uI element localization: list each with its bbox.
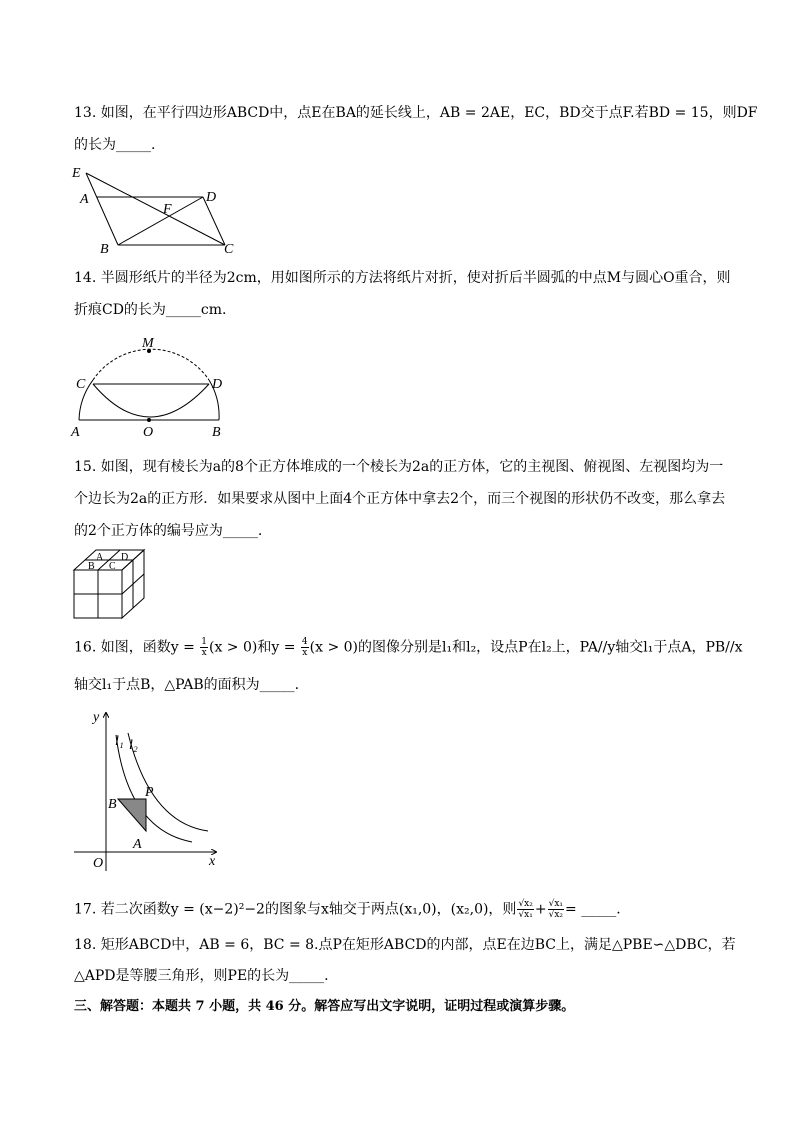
q17-text-b: = _____. — [565, 901, 621, 918]
q13-label-c: C — [224, 242, 234, 255]
q16-label-x: x — [209, 854, 216, 869]
q18-line1: 18. 矩形ABCD中，AB = 6，BC = 8.点P在矩形ABCD的内部，点E在边BC上，满足△PBE∽△DBC，若 — [74, 937, 736, 953]
q14-line2: 折痕CD的长为_____cm. — [74, 302, 227, 318]
q14-line1: 14. 半圆形纸片的半径为2cm，用如图所示的方法将纸片对折，使对折后半圆弧的中点M与圆心O重合，则 — [74, 270, 731, 286]
q17-line — [74, 899, 621, 920]
q14-label-c: C — [76, 377, 86, 392]
q16-fraction-2: $\frac{4}{x}$ — [301, 637, 308, 658]
q16-line1-c: (x > 0)的图像分别是l₁和l₂，设点P在l₂上，PA//y轴交l₁于点A，PB//x — [309, 639, 743, 656]
q16-graph-figure — [70, 705, 230, 875]
q15-label-d: D — [121, 552, 129, 563]
q13-label-f: F — [163, 202, 172, 217]
q17-plus: + — [534, 901, 547, 918]
q16-line1-b: (x > 0)和y = — [209, 639, 300, 656]
q13-label-d: D — [206, 190, 217, 205]
q16-label-p: P — [145, 785, 154, 800]
q14-label-m: M — [142, 336, 154, 351]
q13-label-e: E — [72, 166, 81, 181]
q13-parallelogram-figure — [70, 163, 240, 255]
q15-cube-figure — [70, 548, 150, 622]
q15-label-b: B — [88, 561, 95, 572]
q14-label-d: D — [212, 377, 223, 392]
q16-label-l1: l₁ — [115, 734, 124, 749]
q15-label-a: A — [96, 552, 104, 563]
q16-line1 — [74, 637, 743, 658]
q16-label-y: y — [93, 710, 100, 725]
q17-fraction-2: $\frac{\text{√x₁}}{\text{√x₂}}$ — [548, 899, 564, 920]
q18-line2: △APD是等腰三角形，则PE的长为_____. — [74, 968, 329, 984]
q17-fraction-1: $\frac{\text{√x₂}}{\text{√x₁}}$ — [518, 899, 533, 920]
q13-line1: 13. 如图，在平行四边形ABCD中，点E在BA的延长线上，AB = 2AE，EC，BD交于点F.若BD = 15，则DF — [74, 105, 758, 121]
q13-label-b: B — [100, 242, 109, 255]
q14-label-b: B — [212, 425, 221, 440]
q16-label-b: B — [108, 797, 117, 812]
q14-semicircle-figure — [66, 332, 236, 440]
q17-text-a: 17. 若二次函数y = (x−2)²−2的图象与x轴交于两点(x₁,0)，(x₂,0)，则 — [74, 901, 517, 918]
q14-label-o: O — [143, 425, 154, 440]
q16-label-l2: l₂ — [129, 738, 138, 753]
q13-line2: 的长为_____. — [74, 137, 156, 153]
q16-label-o: O — [93, 856, 104, 871]
q15-label-c: C — [109, 561, 116, 572]
q16-line2: 轴交l₁于点B，△PAB的面积为_____. — [74, 677, 300, 693]
q16-label-a: A — [133, 837, 142, 852]
q16-line1-a: 16. 如图，函数y = — [74, 639, 200, 656]
q16-fraction-1: $\frac{1}{x}$ — [201, 637, 207, 658]
q15-line1: 15. 如图，现有棱长为a的8个正方体堆成的一个棱长为2a的正方体，它的主视图、俯视图、左视图均为一 — [74, 459, 724, 475]
section-3-heading: 三、解答题：本题共 7 小题，共 46 分。解答应写出文字说明，证明过程或演算步骤。 — [74, 999, 575, 1014]
q13-label-a: A — [80, 192, 89, 207]
q14-label-a: A — [71, 425, 80, 440]
q15-line3: 的2个正方体的编号应为_____. — [74, 523, 263, 539]
q15-line2: 个边长为2a的正方形．如果要求从图中上面4个正方体中拿去2个，而三个视图的形状仍不改变，那么拿去 — [74, 491, 726, 507]
